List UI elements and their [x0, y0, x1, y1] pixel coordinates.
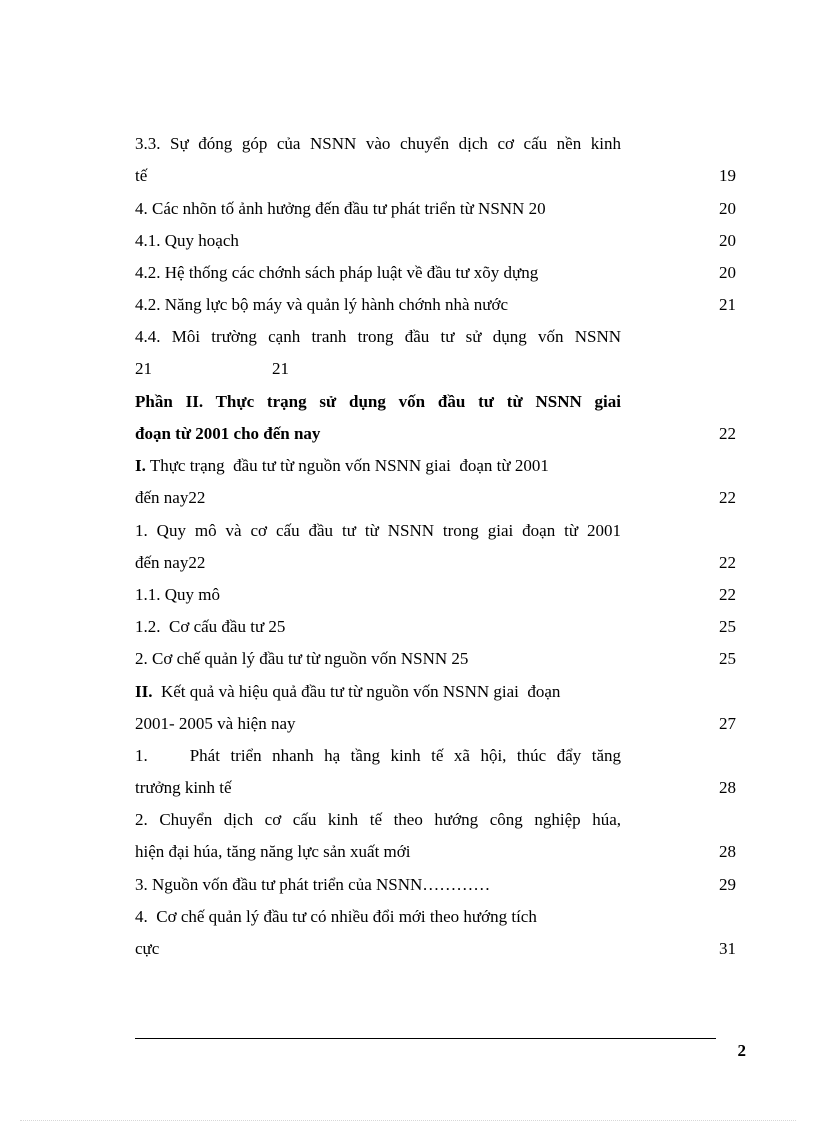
toc-text: 2. Cơ chế quản lý đầu tư từ nguồn vốn NSNN 25: [135, 649, 469, 668]
toc-text: 4.1. Quy hoạch: [135, 231, 239, 250]
toc-text: trưởng kinh tế: [135, 778, 232, 797]
toc-page-number: 19: [719, 166, 736, 185]
toc-text: 2001- 2005 và hiện nay: [135, 714, 296, 733]
section-numeral: II.: [135, 682, 153, 701]
toc-text: 4. Các nhõn tố ảnh hưởng đến đầu tư phát triển từ NSNN 20: [135, 199, 546, 218]
toc-page-number: 21: [719, 295, 736, 314]
toc-page-number: 31: [719, 939, 736, 958]
toc-text: cực: [135, 939, 160, 958]
toc-text: 3.3. Sự đóng góp của NSNN vào chuyển dịch cơ cấu nền kinh: [135, 134, 621, 153]
toc-heading: đoạn từ 2001 cho đến nay: [135, 424, 321, 443]
toc-text: hiện đại húa, tăng năng lực sản xuất mới: [135, 842, 411, 861]
toc-page-number: 25: [719, 649, 736, 668]
toc-text: [135, 682, 621, 702]
toc-page-number: 25: [719, 617, 736, 636]
toc-text: [135, 456, 621, 476]
section-numeral: I.: [135, 456, 146, 475]
toc-page-number: 21: [272, 359, 289, 378]
toc-text: 4.4. Môi trường cạnh tranh trong đầu tư sử dụng vốn NSNN: [135, 327, 621, 346]
toc-text: 3. Nguồn vốn đầu tư phát triển của NSNN…………: [135, 875, 491, 894]
toc-text: đến nay22: [135, 553, 206, 572]
toc-text: 4.2. Hệ thống các chớnh sách pháp luật về đầu tư xõy dựng: [135, 263, 539, 282]
toc-text: 21: [135, 359, 152, 378]
toc-text: 1. Phát triển nhanh hạ tầng kinh tế xã hội, thúc đẩy tăng: [135, 746, 621, 765]
toc-page-number: 28: [719, 778, 736, 797]
toc-page-number: 20: [719, 231, 736, 250]
toc-text: 1.2. Cơ cấu đầu tư 25: [135, 617, 286, 636]
toc-text: 1. Quy mô và cơ cấu đầu tư từ NSNN trong giai đoạn từ 2001: [135, 521, 621, 540]
toc-page-number: 22: [719, 585, 736, 604]
toc-page-number: 22: [719, 424, 736, 443]
toc-text: 4. Cơ chế quản lý đầu tư có nhiều đổi mới theo hướng tích: [135, 907, 537, 926]
toc-text: 2. Chuyển dịch cơ cấu kinh tế theo hướng công nghiệp húa,: [135, 810, 621, 829]
toc-page-number: 22: [719, 488, 736, 507]
toc-text-content: Kết quả và hiệu quả đầu tư từ nguồn vốn NSNN giai đoạn: [152, 682, 561, 701]
toc-page-number: 22: [719, 553, 736, 572]
toc-text: 1.1. Quy mô: [135, 585, 220, 604]
toc-page-number: 29: [719, 875, 736, 894]
footer-rule: [135, 1038, 716, 1039]
toc-page-number: 28: [719, 842, 736, 861]
toc-page-number: 27: [719, 714, 736, 733]
toc-text: 4.2. Năng lực bộ máy và quản lý hành chớnh nhà nước: [135, 295, 509, 314]
toc-page-number: 20: [719, 199, 736, 218]
page-number: 2: [737, 1041, 746, 1060]
toc-page-number: 20: [719, 263, 736, 282]
toc-text-content: Thực trạng đầu tư từ nguồn vốn NSNN giai đoạn từ 2001: [145, 456, 549, 475]
page-edge-dots: [20, 1120, 796, 1121]
toc-text: đến nay22: [135, 488, 206, 507]
toc-heading: Phần II. Thực trạng sử dụng vốn đầu tư từ NSNN giai: [135, 392, 621, 411]
toc-text: tế: [135, 166, 148, 185]
